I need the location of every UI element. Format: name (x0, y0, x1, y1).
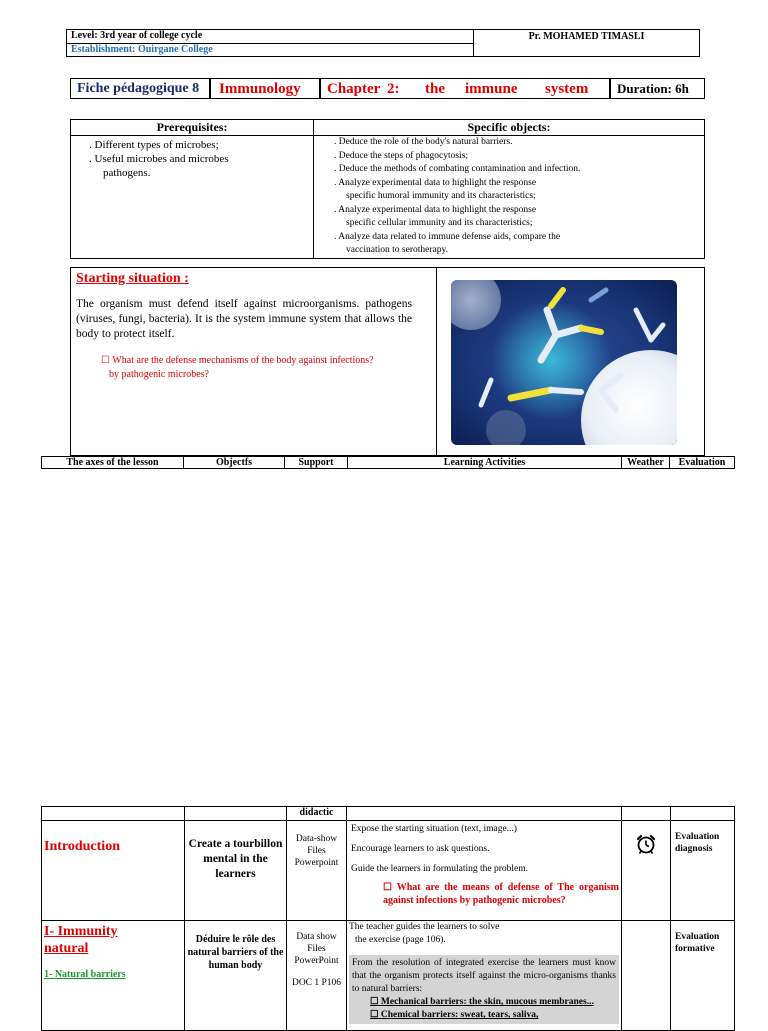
starting-situation-text-area (71, 268, 437, 455)
col-header-weather: Weather (622, 457, 670, 469)
blank-cell (671, 807, 735, 821)
evaluation-line: Evaluation (675, 832, 720, 842)
object-item: vaccination to serotherapy. (346, 245, 448, 255)
activity-line: Expose the starting situation (text, image...) (351, 824, 517, 834)
object-item: . Deduce the role of the body's natural barriers. (334, 137, 513, 147)
objective-immunity: Déduire le rôle des natural barriers of the human body (185, 921, 287, 1031)
object-item: . Deduce the steps of phagocytosis; (334, 150, 469, 161)
prerequisites-cell (71, 136, 314, 259)
section-introduction: Introduction (42, 821, 185, 921)
lesson-table (41, 806, 735, 1031)
antibody-cells-image (451, 280, 677, 445)
alarm-clock-icon (635, 833, 657, 855)
didactic-label: didactic (287, 807, 347, 821)
establishment-cell: Establishment: Ouirgane College (67, 43, 474, 57)
evaluation-intro (671, 821, 735, 921)
question-line: ☐ What are the defense mechanisms of the body against infections? (101, 355, 374, 366)
prerequisite-item: . Useful microbes and microbes (89, 153, 229, 165)
chapter-word: system (545, 81, 589, 97)
blank-cell (347, 807, 622, 821)
activity-line: The teacher guides the learners to solve (349, 922, 500, 932)
starting-situation-text: The organism must defend itself against microorganisms. pathogens (viruses, fungi, bacteria). It is the system immune system that allows the body to protect itself. (76, 298, 412, 340)
col-header-evaluation: Evaluation (670, 457, 735, 469)
col-header-support: Support (285, 457, 348, 469)
activity-line: Guide the learners in formulating the problem. (351, 864, 529, 874)
blank-cell (185, 807, 287, 821)
object-item: specific humoral immunity and its characteristics; (346, 191, 536, 201)
immune-system-illustration (451, 280, 677, 445)
barrier-bullet: ☐ Chemical barriers: sweat, tears, saliva, (370, 1010, 539, 1020)
barrier-bullet: ☐ Mechanical barriers: the skin, mucous membranes... (370, 997, 594, 1007)
natural-barriers-box (349, 955, 619, 1024)
support-item: Data show (296, 932, 337, 942)
support-item: Files (307, 846, 326, 856)
weather-immunity (622, 921, 671, 1031)
objective-intro: Create a tourbillon mental in the learners (185, 821, 287, 921)
immunity-title-line: natural (44, 941, 89, 956)
col-header-axes: The axes of the lesson (42, 457, 184, 469)
object-item: . Analyze data related to immune defense aids, compare the (334, 231, 561, 242)
blank-cell (622, 807, 671, 821)
col-header-objectives: Objectfs (184, 457, 285, 469)
section-immunity (42, 921, 185, 1031)
support-item: Powerpoint (294, 858, 339, 868)
starting-situation-box (70, 267, 705, 456)
blank-cell (42, 807, 185, 821)
support-item: Data-show (295, 834, 338, 844)
object-item: . Deduce the methods of combating contamination and infection. (334, 164, 581, 174)
objects-header: Specific objects: (314, 120, 705, 136)
support-item: PowerPoint (294, 956, 339, 966)
starting-situation-title: Starting situation : (76, 271, 189, 286)
chapter-word: 2: (387, 81, 400, 97)
intro-question: ☐ What are the means of defense of The organism against infections by pathogenic microbes? (383, 882, 619, 906)
activities-immunity (347, 921, 622, 1031)
chapter-word: the (425, 81, 445, 97)
activity-line: Encourage learners to ask questions. (351, 844, 490, 854)
col-header-activities: Learning Activities (348, 457, 622, 469)
natural-barriers-subtitle: 1- Natural barriers (44, 969, 126, 980)
object-item: specific cellular immunity and its characteristics; (346, 218, 533, 228)
support-doc: DOC 1 P106 (291, 978, 342, 988)
evaluation-line: formative (675, 944, 715, 954)
support-intro (287, 821, 347, 921)
prerequisites-table (70, 119, 705, 259)
prerequisite-item: . Different types of microbes; (89, 139, 219, 151)
chapter-label (320, 78, 610, 99)
fiche-label: Fiche pédagogique 8 (70, 78, 210, 99)
starting-situation-question (101, 354, 411, 382)
support-item: Files (307, 944, 326, 954)
support-immunity (287, 921, 347, 1031)
box-text: From the resolution of integrated exercise the learners must know that the organism protects itself against the micro-organisms thanks to natural barriers: (352, 958, 616, 994)
weather-intro (622, 821, 671, 921)
chapter-word: Chapter (327, 81, 381, 97)
object-item: . Analyze experimental data to highlight the response (334, 177, 537, 188)
activity-line: the exercise (page 106). (355, 935, 446, 945)
prerequisites-header: Prerequisites: (71, 120, 314, 136)
immunity-title-line: I- Immunity (44, 924, 118, 939)
evaluation-line: diagnosis (675, 844, 713, 854)
object-item: . Analyze experimental data to highlight the response (334, 204, 537, 215)
objects-cell (314, 136, 705, 259)
evaluation-immunity (671, 921, 735, 1031)
activities-intro (347, 821, 622, 921)
chapter-word: immune (465, 81, 518, 97)
duration-label: Duration: 6h (610, 78, 705, 99)
teacher-cell: Pr. MOHAMED TIMASLI (474, 30, 700, 57)
level-cell: Level: 3rd year of college cycle (67, 30, 474, 44)
subject-label: Immunology (210, 78, 320, 99)
header-table (66, 29, 700, 57)
evaluation-line: Evaluation (675, 932, 720, 942)
axes-header-row (41, 456, 735, 469)
prerequisite-item: pathogens. (103, 167, 151, 179)
question-line: by pathogenic microbes? (109, 369, 209, 380)
